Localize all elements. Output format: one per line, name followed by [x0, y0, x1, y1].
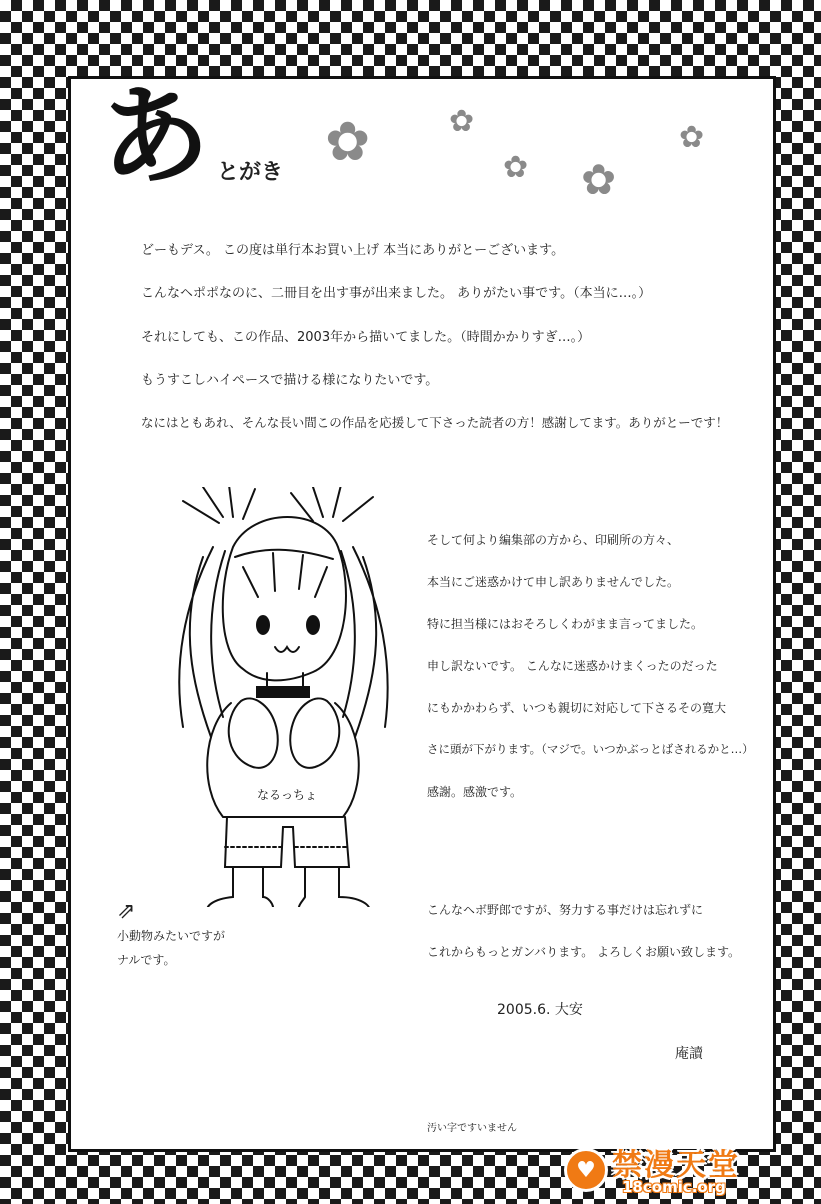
paragraph-line: 感謝。感激です。: [427, 785, 523, 799]
paragraph-line: もうすこしハイペースで描ける様になりたいです。: [141, 373, 439, 388]
paragraph-line: こんなヘポポなのに、二冊目を出す事が出来ました。 ありがたい事です。（本当に…。）: [141, 286, 652, 301]
paragraph-line: にもかかわらず、いつも親切に対応して下さるその寛大: [427, 701, 727, 715]
flower-icon: ✿: [449, 104, 475, 139]
heading-rest: とがき: [217, 160, 284, 185]
paragraph-line: さに頭が下がります。（マジで。いつかぶっとばされるかと…）: [427, 742, 754, 756]
flower-icon: ✿: [581, 155, 617, 204]
chibi-character-illustration: [163, 487, 403, 907]
paragraph-line: 特に担当様にはおそろしくわがまま言ってました。: [427, 617, 704, 631]
paragraph-line: 本当にご迷惑かけて申し訳ありませんでした。: [427, 575, 680, 589]
flower-icon: ✿: [503, 150, 529, 185]
watermark-sub: 18comic.org: [622, 1178, 726, 1196]
heading-big-char: あ: [92, 65, 216, 206]
date: 2005.6. 大安: [497, 1002, 583, 1018]
closing-line: これからもっとガンバります。 よろしくお願い致します。: [427, 945, 741, 959]
flower-icon: ✿: [325, 110, 371, 173]
watermark-logo: [556, 1140, 816, 1200]
paragraph-line: そして何より編集部の方から、印刷所の方々、: [427, 533, 680, 547]
watermark-main: 禁漫天堂: [612, 1148, 740, 1183]
flower-icon: ✿: [679, 120, 705, 155]
paragraph-line: 申し訳ないです。 こんなに迷惑かけまくったのだった: [427, 659, 718, 673]
shirt-text: なるっちょ: [257, 788, 318, 802]
heart-icon: ♥: [564, 1148, 608, 1192]
paragraph-line: それにしても、この作品、2003年から描いてました。（時間かかりすぎ…。）: [141, 330, 591, 345]
arrow-icon: ⇗: [117, 899, 136, 924]
footer-note: 汚い字ですいません: [427, 1123, 517, 1134]
afterword-page: [68, 65, 776, 1152]
closing-line: こんなヘボ野郎ですが、努力する事だけは忘れずに: [427, 903, 704, 917]
paragraph-line: なにはともあれ、そんな長い間この作品を応援して下さった読者の方！感謝してます。ありがとーです！: [141, 415, 729, 430]
paragraph-line: どーもデス。 この度は単行本お買い上げ 本当にありがとーございます。: [141, 243, 565, 258]
side-note-line: 小動物みたいですが: [117, 929, 226, 943]
side-note-line: ナルです。: [117, 953, 176, 967]
author-signature: 庵讀: [675, 1046, 703, 1062]
